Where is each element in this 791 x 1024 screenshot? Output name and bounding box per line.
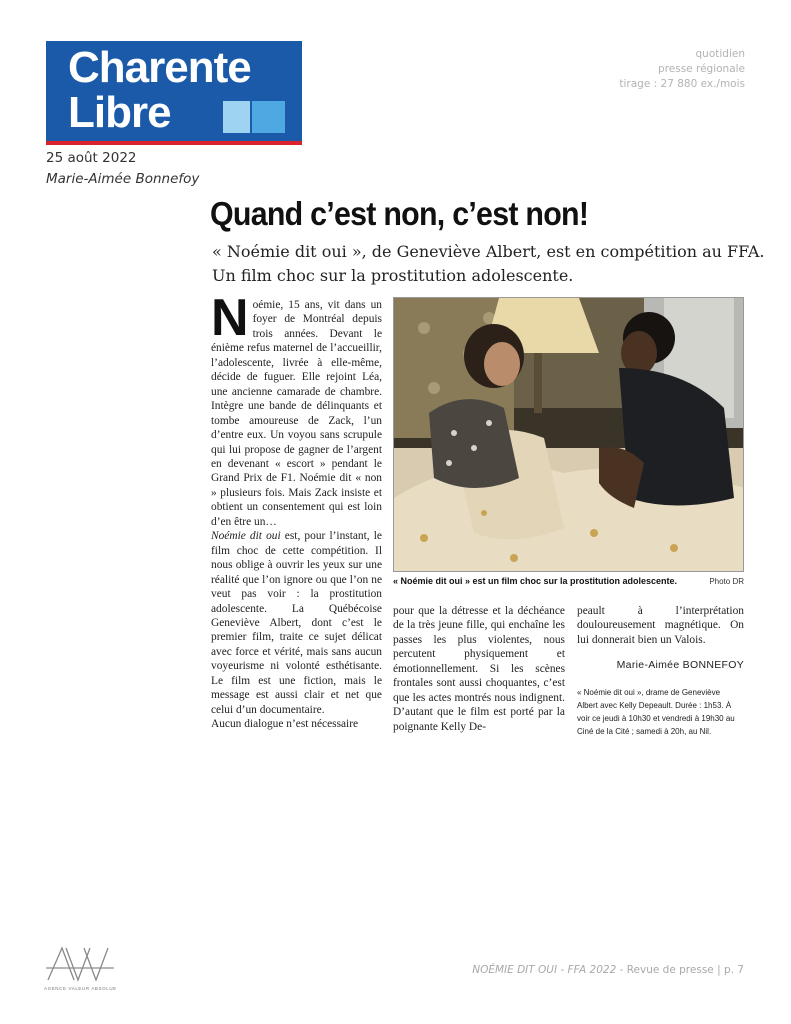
paragraph-3-start: Aucun dialogue n’est nécessaire: [211, 718, 359, 731]
film-info-box: « Noémie dit oui », drame de Geneviève Albert avec Kelly Depeault. Durée : 1h53. À voir ce jeudi à 10h30 et vendredi à 19h30 au Ciné de la Cité ; samedi à 20h, au Nil.: [577, 687, 735, 736]
logo-word-libre: Libre: [68, 88, 171, 137]
deck-line-1: « Noémie dit oui », de Geneviève Albert, est en compétition au FFA.: [212, 242, 765, 261]
film-still-illustration: [394, 298, 744, 572]
drop-cap: N: [211, 289, 249, 347]
article-column-2: [393, 604, 565, 734]
logo-word-charente: Charente: [68, 43, 251, 92]
paragraph-1: [211, 289, 382, 529]
column-2-text: pour que la détresse et la déchéance de la très jeune fille, qui enchaîne les passes les plus violentes, nous percutent physiquement et émotionnellement. Si les scènes frontales sont aussi choquantes, c’est que les actes montrés nous indignent. D’autant que le film est porté par la poignante Kelly De-: [393, 605, 565, 733]
footer-title: NOÉMIE DIT OUI - FFA 2022: [472, 964, 617, 976]
meta-type: presse régionale: [658, 63, 745, 75]
photo-caption: [393, 576, 744, 586]
agency-logo: [44, 944, 116, 994]
photo-credit: Photo DR: [709, 577, 744, 586]
article-date: 25 août 2022: [46, 150, 137, 166]
article-column-3: [577, 604, 744, 647]
footer-page-info: - Revue de presse | p. 7: [616, 964, 744, 976]
agency-name: AGENCE VALEUR ABSOLUE: [44, 986, 117, 991]
deck-line-2: Un film choc sur la prostitution adolescente.: [212, 266, 574, 285]
meta-frequency: quotidien: [695, 48, 745, 60]
paragraph-2-text: est, pour l’instant, le film choc de cette compétition. Il nous oblige à ouvrir les yeux sur une réalité que l’on ignore ou que l’on ne veut pas voir : la prostitution adolescente. La Québécoise Geneviève Albert, dont c’est le premier film, traite ce sujet délicat avec force et vérité, mais sans aucun voyeurisme ni volonté esthétisante. Le film est une fiction, mais le message est aussi clair et net que celui d’un documentaire.: [211, 530, 382, 716]
column-3-text: peault à l’interprétation douloureusement magnétique. On lui donnerait bien un Valois.: [577, 605, 744, 646]
logo-square-light: [223, 101, 250, 133]
article-signature: Marie-Aimée BONNEFOY: [616, 659, 744, 671]
article-column-1: [211, 289, 382, 732]
paragraph-1-text: oémie, 15 ans, vit dans un foyer de Montréal depuis trois années. Devant le énième refus maternel de l’accueillir, l’adolescente, livrée à elle-même, décide de fuguer. Elle rejoint Léa, une ancienne camarade de chambre. Intègre une bande de délinquants et tombe amoureuse de Zack, l’un d’entre eux. Un voyou sans scrupule qui lui propose de gagner de l’argent en devenant « escort » pendant le Grand Prix de F1. Noémie dit « non » plusieurs fois. Mais Zack insiste et obtient un consentement qui est loin d’en être un…: [211, 299, 382, 528]
paragraph-2: [211, 529, 382, 717]
deck: [212, 240, 765, 288]
logo-square-mid: [252, 101, 285, 133]
film-title-italic: Noémie dit oui: [211, 530, 281, 543]
charente-libre-logo: [46, 41, 302, 145]
publication-meta: [619, 47, 745, 92]
headline: Quand c’est non, c’est non!: [210, 195, 589, 232]
film-still-photo: [393, 297, 744, 572]
photo-caption-text: « Noémie dit oui » est un film choc sur la prostitution adolescente.: [393, 576, 678, 586]
article-author: Marie-Aimée Bonnefoy: [46, 171, 200, 187]
agency-logo-mark-icon: [44, 944, 116, 984]
footer-text: [472, 964, 744, 976]
meta-circulation: tirage : 27 880 ex./mois: [619, 78, 745, 90]
